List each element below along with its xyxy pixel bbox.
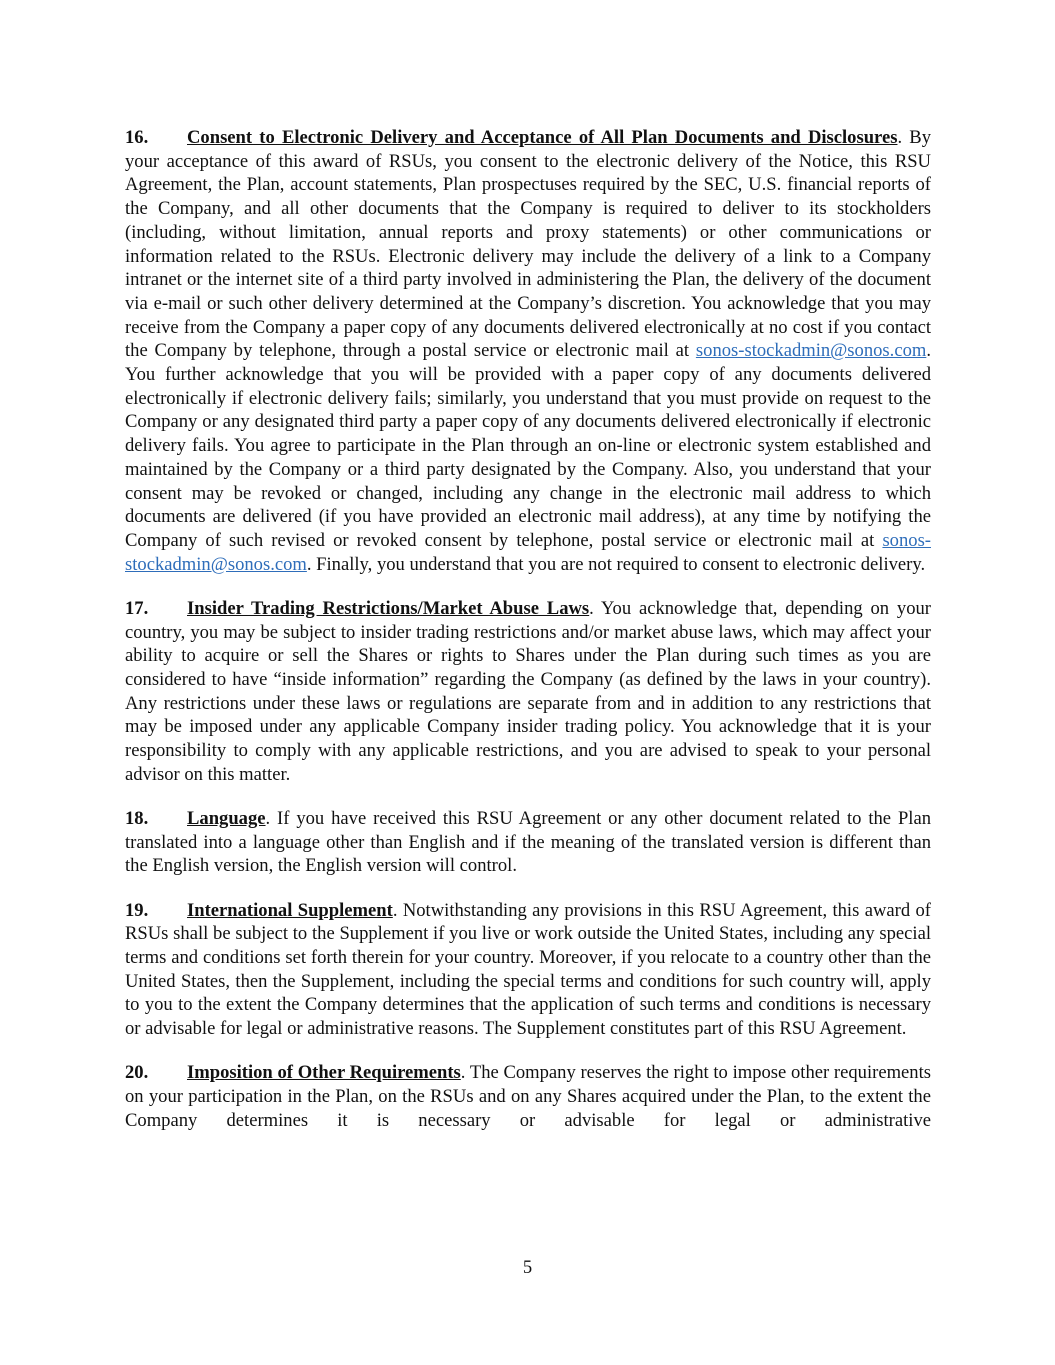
- section-text: . You further acknowledge that you will be provided with a paper copy of any documents delivered electronically if electronic delivery fails; similarly, you understand that you must provide on request to the Company or any designated third party a paper copy of any documents delivered electronically if electronic delivery fails. You agree to participate in the Plan through an on-line or electronic system established and maintained by the Company or a third party designated by the Company. Also, you understand that your consent may be revoked or changed, including any change in the electronic mail address to which documents are delivered (if you have provided an electronic mail address), at any time by notifying the Company of such revised or revoked consent by telephone, postal service or electronic mail at: [125, 340, 931, 551]
- section-19: [125, 899, 931, 1041]
- section-17: [125, 597, 931, 787]
- section-text: . By your acceptance of this award of RSUs, you consent to the electronic delivery of the Notice, this RSU Agreement, the Plan, account statements, Plan prospectuses required by the SEC, U.S. financial reports of the Company, and all other documents that the Company is required to deliver to its stockholders (including, without limitation, annual reports and proxy statements) or other communications or information related to the RSUs. Electronic delivery may include the delivery of a link to a Company intranet or the internet site of a third party involved in administering the Plan, the delivery of the document via e-mail or such other delivery determined at the Company’s discretion. You acknowledge that you may receive from the Company a paper copy of any documents delivered electronically at no cost if you contact the Company by telephone, through a postal service or electronic mail at: [125, 127, 931, 362]
- email-link[interactable]: sonos-stockadmin@sonos.com: [695, 340, 927, 362]
- section-heading: Language: [187, 807, 266, 829]
- section-number: 17.: [125, 597, 149, 619]
- section-16: [125, 126, 931, 576]
- section-text: . You acknowledge that, depending on your country, you may be subject to insider trading restrictions and/or market abuse laws, which may affect your ability to acquire or sell the Shares or rights to Shares under the Plan during such times as you are considered to have “inside information” regarding the Company (as defined by the laws in your country). Any restrictions under these laws or regulations are separate from and in addition to any restrictions that may be imposed under any applicable Company insider trading policy. You acknowledge that it is your responsibility to comply with any applicable restrictions, and you are advised to speak to your personal advisor on this matter.: [125, 597, 931, 785]
- section-text: . The Company reserves the right to impose other requirements on your participation in the Plan, on the RSUs and on any Shares acquired under the Plan, to the extent the Company determines it is necessary or advisable for legal or administrative: [125, 1062, 931, 1131]
- page-number: 5: [522, 1257, 533, 1278]
- section-text: . Finally, you understand that you are not required to consent to electronic delivery.: [306, 553, 926, 575]
- document-page: [125, 126, 931, 1153]
- section-heading: Insider Trading Restrictions/Market Abuse Laws: [187, 597, 590, 619]
- section-number: 16.: [125, 127, 149, 148]
- section-heading: International Supplement: [187, 899, 393, 921]
- section-number: 19.: [125, 899, 149, 921]
- section-number: 20.: [125, 1062, 149, 1084]
- section-20: [125, 1061, 931, 1132]
- section-18: [125, 807, 931, 878]
- email-link[interactable]: sonos-stockadmin@sonos.com: [125, 529, 931, 575]
- section-text: . Notwithstanding any provisions in this RSU Agreement, this award of RSUs shall be subject to the Supplement if you live or work outside the United States, including any special terms and conditions set forth therein for your country. Moreover, if you relocate to a country other than the United States, then the Supplement, including the special terms and conditions for such country will, apply to you to the extent the Company determines that the application of such terms and conditions is necessary or advisable for legal or administrative reasons. The Supplement constitutes part of this RSU Agreement.: [125, 899, 931, 1040]
- section-heading: Imposition of Other Requirements: [187, 1062, 461, 1084]
- section-text: . If you have received this RSU Agreement or any other document related to the Plan translated into a language other than English and if the meaning of the translated version is different than the English version, the English version will control.: [125, 807, 931, 877]
- section-heading: Consent to Electronic Delivery and Acceptance of All Plan Documents and Disclosures: [187, 127, 898, 148]
- section-number: 18.: [125, 807, 149, 829]
